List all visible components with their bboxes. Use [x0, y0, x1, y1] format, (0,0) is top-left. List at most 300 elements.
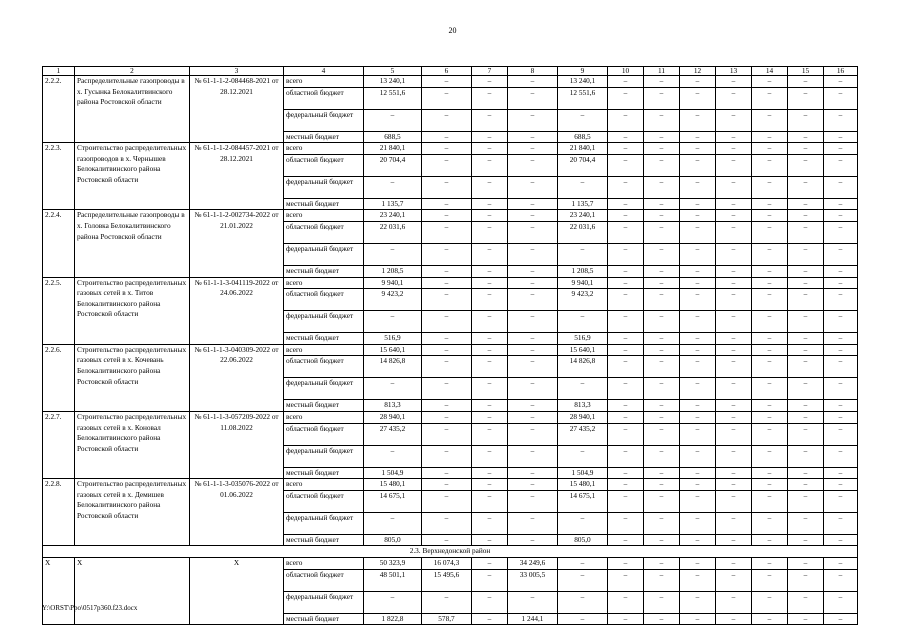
value-col14: –: [752, 76, 788, 88]
value-col14: –: [752, 512, 788, 534]
funding-source: местный бюджет: [284, 265, 364, 277]
value-col9: 1 208,5: [558, 265, 608, 277]
value-col12: –: [680, 411, 716, 423]
value-col12: –: [680, 445, 716, 467]
column-number: 15: [788, 67, 824, 76]
value-col13: –: [716, 131, 752, 143]
value-col9: –: [558, 569, 608, 591]
value-col10: –: [608, 76, 644, 88]
value-col11: –: [644, 154, 680, 176]
value-col6: –: [422, 289, 472, 311]
value-col13: –: [716, 210, 752, 222]
value-col11: –: [644, 400, 680, 412]
value-col7: –: [472, 356, 508, 378]
value-col7: –: [472, 534, 508, 546]
value-col8: –: [508, 176, 558, 198]
value-col11: –: [644, 512, 680, 534]
value-col12: –: [680, 277, 716, 289]
value-col10: –: [608, 467, 644, 479]
value-col8: –: [508, 512, 558, 534]
column-number: 1: [43, 67, 75, 76]
funding-source: областной бюджет: [284, 490, 364, 512]
value-col16: –: [824, 221, 858, 243]
value-col10: –: [608, 265, 644, 277]
value-col15: –: [788, 445, 824, 467]
value-col10: –: [608, 591, 644, 613]
funding-source: федеральный бюджет: [284, 109, 364, 131]
value-col10: –: [608, 277, 644, 289]
value-col11: –: [644, 109, 680, 131]
value-col16: –: [824, 467, 858, 479]
value-total: 22 031,6: [364, 221, 422, 243]
value-col14: –: [752, 333, 788, 345]
value-col8: –: [508, 423, 558, 445]
object-name: Строительство распределительных газовых сетей в х. Титов Белокалитвинского района Ростовской области: [75, 277, 190, 344]
value-col10: –: [608, 221, 644, 243]
expertise-conclusion: № 61-1-1-3-057209-2022 от 11.08.2022: [190, 411, 284, 478]
value-col10: –: [608, 569, 644, 591]
value-col16: –: [824, 356, 858, 378]
value-col7: –: [472, 400, 508, 412]
expertise-conclusion: № 61-1-1-3-035076-2022 от 01.06.2022: [190, 479, 284, 546]
table-row: [43, 143, 858, 155]
table-row: [43, 76, 858, 88]
value-col10: –: [608, 243, 644, 265]
value-col15: –: [788, 265, 824, 277]
value-col13: –: [716, 289, 752, 311]
value-col9: 23 240,1: [558, 210, 608, 222]
value-col13: –: [716, 423, 752, 445]
value-col11: –: [644, 479, 680, 491]
value-col14: –: [752, 109, 788, 131]
value-col10: –: [608, 490, 644, 512]
value-col12: –: [680, 467, 716, 479]
value-col10: –: [608, 613, 644, 625]
value-col13: –: [716, 479, 752, 491]
expertise-conclusion: № 61-1-1-2-002734-2022 от 21.01.2022: [190, 210, 284, 277]
value-col11: –: [644, 423, 680, 445]
expertise-conclusion: X: [190, 557, 284, 624]
value-total: 1 822,8: [364, 613, 422, 625]
value-col16: –: [824, 344, 858, 356]
value-total: 12 551,6: [364, 87, 422, 109]
value-col9: 21 840,1: [558, 143, 608, 155]
value-col14: –: [752, 143, 788, 155]
value-col7: –: [472, 467, 508, 479]
value-col16: –: [824, 400, 858, 412]
value-col8: –: [508, 131, 558, 143]
value-col11: –: [644, 176, 680, 198]
value-col10: –: [608, 143, 644, 155]
value-col12: –: [680, 356, 716, 378]
value-col15: –: [788, 76, 824, 88]
value-col14: –: [752, 423, 788, 445]
value-col8: –: [508, 333, 558, 345]
column-number: 7: [472, 67, 508, 76]
funding-source: федеральный бюджет: [284, 311, 364, 333]
value-col8: 34 249,6: [508, 557, 558, 569]
value-col6: –: [422, 221, 472, 243]
value-col10: –: [608, 400, 644, 412]
value-col6: 16 074,3: [422, 557, 472, 569]
funding-source: федеральный бюджет: [284, 445, 364, 467]
value-col9: 1 135,7: [558, 198, 608, 210]
value-col16: –: [824, 423, 858, 445]
value-total: 13 240,1: [364, 76, 422, 88]
value-total: 1 208,5: [364, 265, 422, 277]
value-col8: –: [508, 265, 558, 277]
column-number-row: [43, 67, 858, 76]
value-col8: –: [508, 411, 558, 423]
value-col8: –: [508, 400, 558, 412]
value-col16: –: [824, 512, 858, 534]
value-col10: –: [608, 356, 644, 378]
value-col8: –: [508, 479, 558, 491]
value-col13: –: [716, 557, 752, 569]
value-col6: –: [422, 265, 472, 277]
funding-source: федеральный бюджет: [284, 591, 364, 613]
funding-source: федеральный бюджет: [284, 243, 364, 265]
value-col10: –: [608, 557, 644, 569]
value-col13: –: [716, 221, 752, 243]
value-total: 14 826,8: [364, 356, 422, 378]
value-col12: –: [680, 479, 716, 491]
item-number: 2.2.2.: [43, 76, 75, 143]
value-col12: –: [680, 344, 716, 356]
value-col13: –: [716, 490, 752, 512]
value-col14: –: [752, 289, 788, 311]
value-col16: –: [824, 445, 858, 467]
district-heading-row: [43, 546, 858, 558]
value-total: 1 504,9: [364, 467, 422, 479]
value-col16: –: [824, 534, 858, 546]
value-col12: –: [680, 400, 716, 412]
value-col14: –: [752, 265, 788, 277]
item-number: 2.2.3.: [43, 143, 75, 210]
value-col14: –: [752, 154, 788, 176]
value-total: 1 135,7: [364, 198, 422, 210]
value-col7: –: [472, 333, 508, 345]
value-col6: –: [422, 356, 472, 378]
value-col14: –: [752, 400, 788, 412]
value-col8: –: [508, 289, 558, 311]
value-col11: –: [644, 76, 680, 88]
funding-source: федеральный бюджет: [284, 378, 364, 400]
value-col7: –: [472, 198, 508, 210]
value-col10: –: [608, 344, 644, 356]
value-col7: –: [472, 143, 508, 155]
value-col15: –: [788, 210, 824, 222]
value-col11: –: [644, 569, 680, 591]
value-col10: –: [608, 411, 644, 423]
value-col15: –: [788, 109, 824, 131]
funding-source: всего: [284, 479, 364, 491]
value-col12: –: [680, 210, 716, 222]
value-col7: –: [472, 591, 508, 613]
value-col12: –: [680, 534, 716, 546]
value-total: 688,5: [364, 131, 422, 143]
value-col9: 813,3: [558, 400, 608, 412]
value-col14: –: [752, 591, 788, 613]
value-col7: –: [472, 109, 508, 131]
value-col15: –: [788, 289, 824, 311]
value-col16: –: [824, 333, 858, 345]
value-col15: –: [788, 512, 824, 534]
value-col8: –: [508, 344, 558, 356]
column-number: 16: [824, 67, 858, 76]
value-col16: –: [824, 289, 858, 311]
table-row: [43, 479, 858, 491]
value-col8: –: [508, 378, 558, 400]
value-col14: –: [752, 490, 788, 512]
value-col8: –: [508, 76, 558, 88]
value-col6: –: [422, 87, 472, 109]
value-col11: –: [644, 277, 680, 289]
value-col9: 14 826,8: [558, 356, 608, 378]
value-col13: –: [716, 311, 752, 333]
value-col9: –: [558, 243, 608, 265]
value-col7: –: [472, 613, 508, 625]
value-col11: –: [644, 490, 680, 512]
object-name: X: [75, 557, 190, 624]
funding-source: местный бюджет: [284, 131, 364, 143]
value-col9: 13 240,1: [558, 76, 608, 88]
value-col16: –: [824, 154, 858, 176]
value-col12: –: [680, 333, 716, 345]
funding-source: всего: [284, 344, 364, 356]
value-col15: –: [788, 490, 824, 512]
value-col13: –: [716, 534, 752, 546]
value-col14: –: [752, 131, 788, 143]
value-col7: –: [472, 243, 508, 265]
value-col11: –: [644, 243, 680, 265]
value-col15: –: [788, 154, 824, 176]
value-col9: –: [558, 176, 608, 198]
value-col6: –: [422, 378, 472, 400]
value-col15: –: [788, 311, 824, 333]
value-col15: –: [788, 467, 824, 479]
value-col10: –: [608, 311, 644, 333]
value-col15: –: [788, 378, 824, 400]
item-number: X: [43, 557, 75, 624]
file-path-footer: Y:\ORST\Ppo\0517p360.f23.docx: [42, 604, 138, 612]
value-col9: 9 423,2: [558, 289, 608, 311]
value-col13: –: [716, 467, 752, 479]
value-col13: –: [716, 613, 752, 625]
value-col13: –: [716, 445, 752, 467]
table-row: [43, 277, 858, 289]
value-total: 21 840,1: [364, 143, 422, 155]
value-col16: –: [824, 557, 858, 569]
value-col12: –: [680, 198, 716, 210]
value-col9: 20 704,4: [558, 154, 608, 176]
column-number: 14: [752, 67, 788, 76]
object-name: Распределительные газопроводы в х. Головка Белокалитвинского района Ростовской области: [75, 210, 190, 277]
value-col9: 22 031,6: [558, 221, 608, 243]
value-col6: 578,7: [422, 613, 472, 625]
funding-source: местный бюджет: [284, 400, 364, 412]
value-col16: –: [824, 176, 858, 198]
value-col8: –: [508, 356, 558, 378]
value-col6: –: [422, 210, 472, 222]
value-col12: –: [680, 569, 716, 591]
value-col7: –: [472, 289, 508, 311]
value-col14: –: [752, 467, 788, 479]
value-col12: –: [680, 243, 716, 265]
value-col16: –: [824, 109, 858, 131]
value-col15: –: [788, 176, 824, 198]
value-total: –: [364, 512, 422, 534]
value-col6: –: [422, 311, 472, 333]
value-col6: –: [422, 143, 472, 155]
funding-source: всего: [284, 210, 364, 222]
value-col10: –: [608, 333, 644, 345]
funding-source: местный бюджет: [284, 534, 364, 546]
value-total: 14 675,1: [364, 490, 422, 512]
value-col7: –: [472, 154, 508, 176]
value-col7: –: [472, 277, 508, 289]
value-col16: –: [824, 87, 858, 109]
value-col15: –: [788, 221, 824, 243]
value-col7: –: [472, 411, 508, 423]
funding-source: всего: [284, 557, 364, 569]
value-col15: –: [788, 243, 824, 265]
value-col16: –: [824, 210, 858, 222]
value-col16: –: [824, 479, 858, 491]
value-col11: –: [644, 467, 680, 479]
value-col11: –: [644, 131, 680, 143]
item-number: 2.2.4.: [43, 210, 75, 277]
value-col15: –: [788, 131, 824, 143]
item-number: 2.2.8.: [43, 479, 75, 546]
value-col11: –: [644, 534, 680, 546]
value-col9: 1 504,9: [558, 467, 608, 479]
funding-source: областной бюджет: [284, 289, 364, 311]
value-col16: –: [824, 569, 858, 591]
value-col16: –: [824, 198, 858, 210]
value-col10: –: [608, 210, 644, 222]
value-total: 20 704,4: [364, 154, 422, 176]
value-col16: –: [824, 311, 858, 333]
funding-source: областной бюджет: [284, 221, 364, 243]
value-col11: –: [644, 613, 680, 625]
column-number: 8: [508, 67, 558, 76]
value-col11: –: [644, 344, 680, 356]
value-col9: 9 940,1: [558, 277, 608, 289]
value-total: –: [364, 378, 422, 400]
value-col9: –: [558, 613, 608, 625]
funding-source: федеральный бюджет: [284, 176, 364, 198]
funding-source: всего: [284, 143, 364, 155]
value-col7: –: [472, 479, 508, 491]
value-col13: –: [716, 87, 752, 109]
value-col6: –: [422, 512, 472, 534]
column-number: 13: [716, 67, 752, 76]
value-col9: 688,5: [558, 131, 608, 143]
value-col15: –: [788, 411, 824, 423]
funding-source: всего: [284, 76, 364, 88]
value-total: –: [364, 176, 422, 198]
value-col6: 15 495,6: [422, 569, 472, 591]
value-col12: –: [680, 289, 716, 311]
value-col12: –: [680, 557, 716, 569]
value-col13: –: [716, 143, 752, 155]
object-name: Строительство распределительных газопроводов в х. Чернышев Белокалитвинского района Ростовской области: [75, 143, 190, 210]
value-col6: –: [422, 333, 472, 345]
district-heading: 2.3. Верхнедонской район: [43, 546, 858, 558]
funding-source: областной бюджет: [284, 356, 364, 378]
value-col14: –: [752, 344, 788, 356]
value-col7: –: [472, 445, 508, 467]
funding-source: всего: [284, 277, 364, 289]
value-col8: –: [508, 311, 558, 333]
value-col9: 27 435,2: [558, 423, 608, 445]
value-col13: –: [716, 569, 752, 591]
value-col10: –: [608, 87, 644, 109]
value-col6: –: [422, 176, 472, 198]
value-col10: –: [608, 154, 644, 176]
value-col16: –: [824, 378, 858, 400]
item-number: 2.2.7.: [43, 411, 75, 478]
value-col15: –: [788, 277, 824, 289]
value-total: 23 240,1: [364, 210, 422, 222]
value-col16: –: [824, 490, 858, 512]
value-col6: –: [422, 344, 472, 356]
value-col11: –: [644, 411, 680, 423]
funding-source: областной бюджет: [284, 87, 364, 109]
value-col8: 1 244,1: [508, 613, 558, 625]
value-col16: –: [824, 76, 858, 88]
value-total: –: [364, 591, 422, 613]
value-col9: 15 640,1: [558, 344, 608, 356]
value-col6: –: [422, 423, 472, 445]
value-col16: –: [824, 411, 858, 423]
value-col12: –: [680, 512, 716, 534]
value-col12: –: [680, 176, 716, 198]
value-col13: –: [716, 356, 752, 378]
value-col7: –: [472, 76, 508, 88]
value-col12: –: [680, 131, 716, 143]
value-col10: –: [608, 378, 644, 400]
value-col16: –: [824, 265, 858, 277]
value-col6: –: [422, 277, 472, 289]
value-col7: –: [472, 176, 508, 198]
value-col13: –: [716, 344, 752, 356]
value-col11: –: [644, 591, 680, 613]
value-col16: –: [824, 613, 858, 625]
expertise-conclusion: № 61-1-1-3-040309-2022 от 22.06.2022: [190, 344, 284, 411]
value-total: 9 940,1: [364, 277, 422, 289]
value-col9: 28 940,1: [558, 411, 608, 423]
value-col8: –: [508, 154, 558, 176]
value-col7: –: [472, 512, 508, 534]
value-total: –: [364, 311, 422, 333]
value-col8: –: [508, 490, 558, 512]
value-col11: –: [644, 221, 680, 243]
expertise-conclusion: № 61-1-1-2-084468-2021 от 28.12.2021: [190, 76, 284, 143]
value-col8: –: [508, 467, 558, 479]
item-number: 2.2.6.: [43, 344, 75, 411]
value-col14: –: [752, 198, 788, 210]
value-col13: –: [716, 512, 752, 534]
value-col14: –: [752, 534, 788, 546]
value-col8: –: [508, 243, 558, 265]
value-col10: –: [608, 289, 644, 311]
value-col14: –: [752, 557, 788, 569]
value-col12: –: [680, 87, 716, 109]
expertise-conclusion: № 61-1-1-2-084457-2021 от 28.12.2021: [190, 143, 284, 210]
column-number: 6: [422, 67, 472, 76]
